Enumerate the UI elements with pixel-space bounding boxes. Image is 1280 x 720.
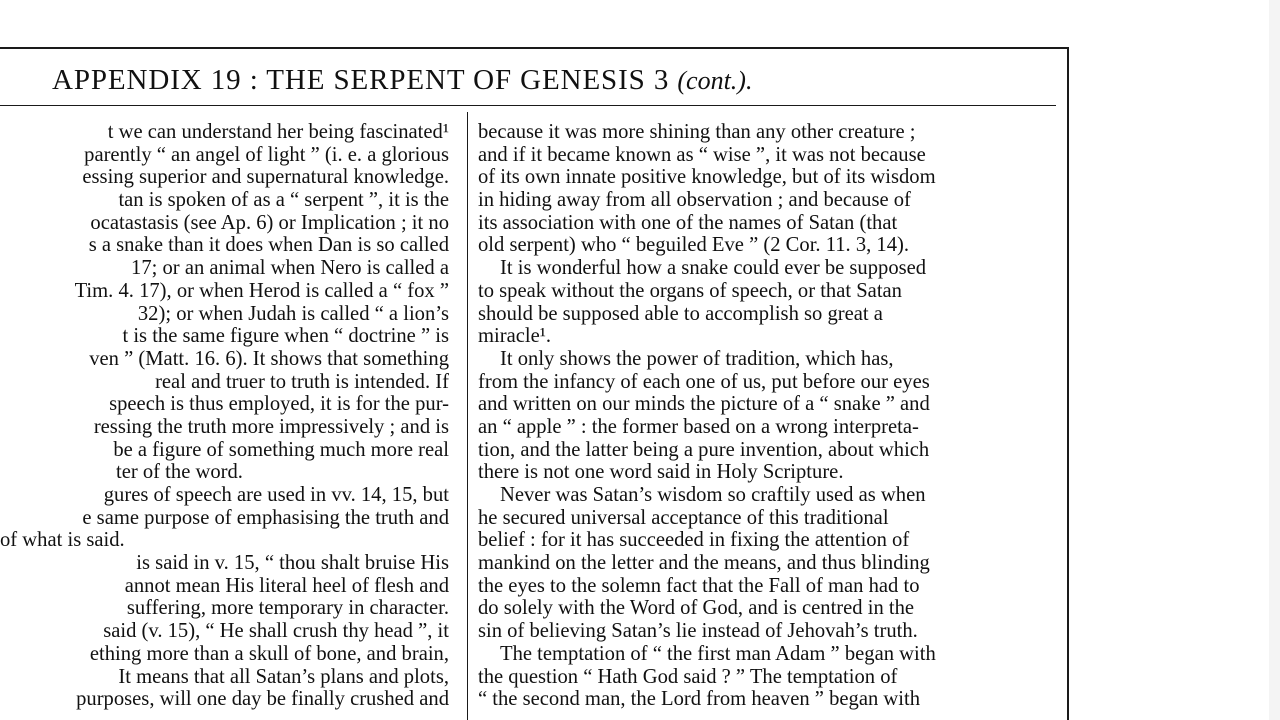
text-line: belief : for it has succeeded in fixing the attention of <box>478 529 910 552</box>
text-line: purposes, will one day be finally crushed and <box>76 688 449 711</box>
running-head-cont: (cont.). <box>677 66 753 95</box>
text-line: said (v. 15), “ He shall crush thy head ”, it <box>103 620 449 643</box>
text-line: the question “ Hath God said ? ” The temptation of <box>478 665 898 688</box>
text-line: real and truer to truth is intended. If <box>155 370 449 393</box>
scan-margin <box>1269 0 1280 720</box>
text-line: ething more than a skull of bone, and brain, <box>89 642 449 665</box>
text-line: parently “ an angel of light ” (i. e. a glorious <box>84 143 449 166</box>
text-line: Tim. 4. 17), or when Herod is called a “ fox ” <box>74 279 449 302</box>
text-line: suffering, more temporary in character. <box>126 597 449 620</box>
text-line: It only shows the power of tradition, which has, <box>500 347 894 370</box>
text-line: there is not one word said in Holy Scripture. <box>478 461 844 484</box>
running-head-title: APPENDIX 19 : THE SERPENT OF GENESIS 3 <box>52 64 670 96</box>
text-line: do solely with the Word of God, and is centred in the <box>478 597 915 620</box>
text-line: ressing the truth more impressively ; and is <box>93 415 449 438</box>
text-line: Never was Satan’s wisdom so craftily used as when <box>500 484 926 506</box>
text-line: 17; or an animal when Nero is called a <box>131 257 449 280</box>
text-line: t we can understand her being fascinated¹ <box>107 121 449 143</box>
text-line: because it was more shining than any other creature ; <box>478 121 916 143</box>
text-line: annot mean His literal heel of flesh and <box>124 574 449 597</box>
column-divider <box>467 112 468 720</box>
text-line: speech is thus employed, it is for the pur- <box>109 393 449 416</box>
text-line: and written on our minds the picture of a “ snake ” and <box>478 393 930 416</box>
text-line: “ the second man, the Lord from heaven ” began with <box>478 688 921 711</box>
text-line: essing superior and supernatural knowledge. <box>82 166 449 189</box>
right-column <box>478 121 1058 711</box>
running-head <box>52 62 752 99</box>
text-line: its association with one of the names of Satan (that <box>478 211 898 234</box>
text-line: tan is spoken of as a “ serpent ”, it is the <box>118 189 449 212</box>
text-line: The temptation of “ the first man Adam ” began with <box>500 642 936 665</box>
text-line: in hiding away from all observation ; and because of <box>478 189 911 212</box>
text-line: mankind on the letter and the means, and thus blinding <box>478 552 930 575</box>
text-line: is said in v. 15, “ thou shalt bruise His <box>136 552 449 575</box>
text-line: It is wonderful how a snake could ever be supposed <box>500 257 927 280</box>
text-line: and if it became known as “ wise ”, it was not because <box>478 143 926 166</box>
text-line: s a snake than it does when Dan is so called <box>88 234 449 257</box>
text-line: an “ apple ” : the former based on a wrong interpreta- <box>478 415 919 438</box>
text-line: e same purpose of emphasising the truth and <box>82 506 449 529</box>
text-line: ven ” (Matt. 16. 6). It shows that something <box>89 347 449 370</box>
text-line: of its own innate positive knowledge, but of its wisdom <box>478 166 936 189</box>
page-border-top <box>0 47 1069 49</box>
text-line: of what is said. <box>0 529 125 552</box>
text-line: from the infancy of each one of us, put before our eyes <box>478 370 930 393</box>
text-line: miracle¹. <box>478 325 552 348</box>
text-line: tion, and the latter being a pure invention, about which <box>478 438 930 461</box>
text-line: the eyes to the solemn fact that the Fall of man had to <box>478 574 920 597</box>
text-line: to speak without the organs of speech, or that Satan <box>478 279 902 302</box>
text-line: be a figure of something much more real <box>113 438 449 461</box>
text-line: t is the same figure when “ doctrine ” is <box>122 325 449 348</box>
text-line: sin of believing Satan’s lie instead of Jehovah’s truth. <box>478 620 918 643</box>
text-line: ter of the word. <box>116 461 243 484</box>
text-line: he secured universal acceptance of this traditional <box>478 506 889 529</box>
page-border-right <box>1067 47 1069 720</box>
header-rule <box>0 105 1056 106</box>
text-line: It means that all Satan’s plans and plots, <box>118 665 449 688</box>
text-line: ocatastasis (see Ap. 6) or Implication ; it no <box>90 211 449 234</box>
text-line: old serpent) who “ beguiled Eve ” (2 Cor. 11. 3, 14). <box>478 234 910 257</box>
text-line: gures of speech are used in vv. 14, 15, but <box>103 484 449 506</box>
text-line: 32); or when Judah is called “ a lion’s <box>137 302 449 325</box>
text-line: should be supposed able to accomplish so great a <box>478 302 883 325</box>
left-column <box>0 121 458 711</box>
